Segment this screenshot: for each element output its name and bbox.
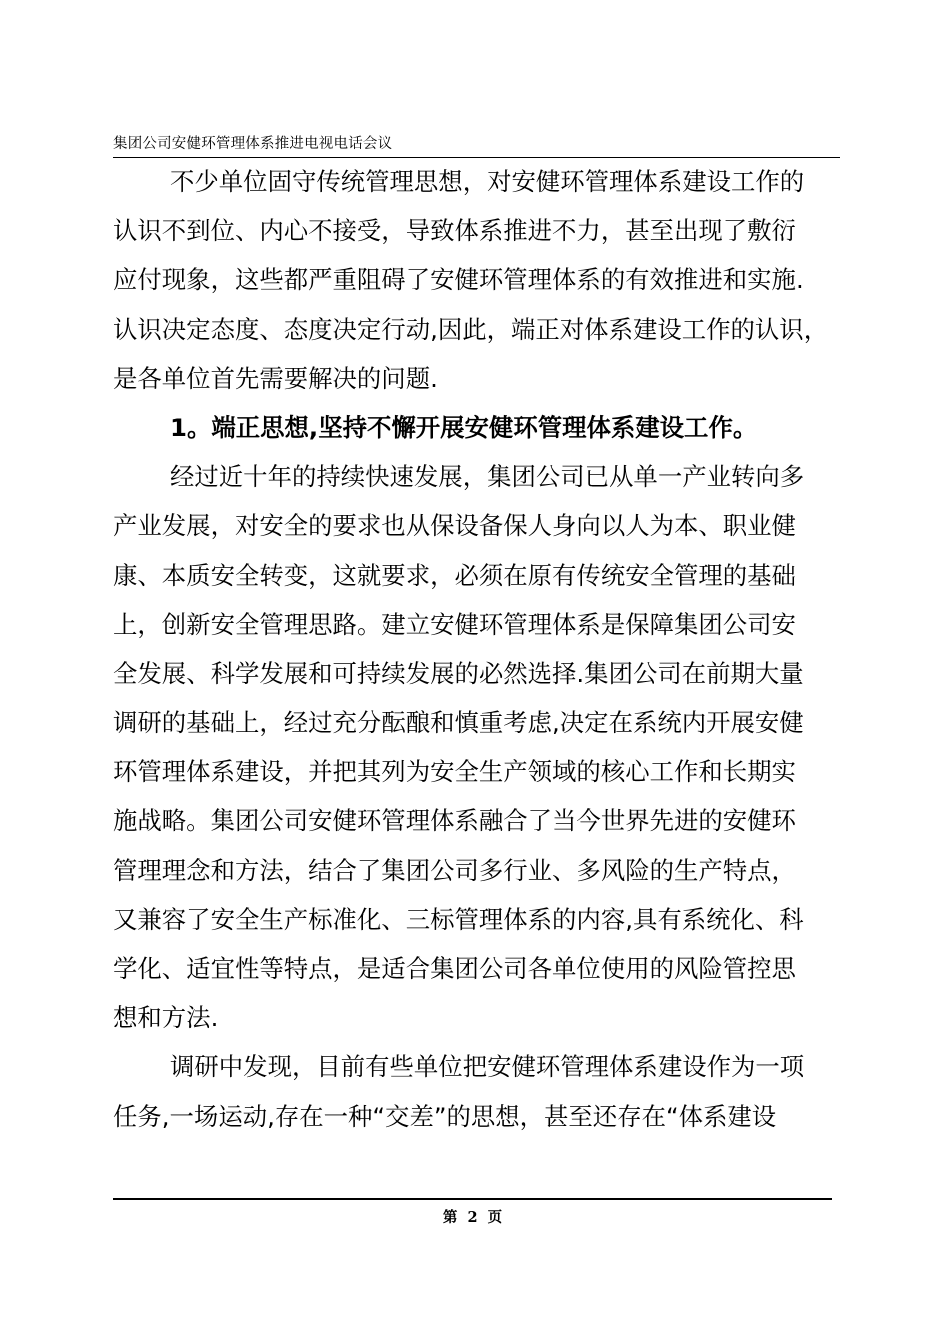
- paragraph-line: 环管理体系建设，并把其列为安全生产领域的核心工作和长期实: [113, 757, 796, 787]
- paragraph-line: 全发展、科学发展和可持续发展的必然选择.集团公司在前期大量: [113, 658, 804, 688]
- paragraph-line: 认识不到位、内心不接受，导致体系推进不力，甚至出现了敷衍: [113, 216, 796, 246]
- paragraph-line: 应付现象，这些都严重阻碍了安健环管理体系的有效推进和实施.: [113, 265, 804, 295]
- page-header: [113, 131, 840, 158]
- paragraph-line: 学化、适宜性等特点，是适合集团公司各单位使用的风险管控思: [113, 954, 796, 983]
- paragraph-line: 是各单位首先需要解决的问题.: [113, 363, 438, 393]
- paragraph-line: 认识决定态度、态度决定行动,因此，端正对体系建设工作的认识，: [113, 314, 829, 344]
- paragraph-line: 产业发展，对安全的要求也从保设备保人身向以人为本、职业健: [113, 511, 796, 541]
- paragraph-line: 康、本质安全转变，这就要求，必须在原有传统安全管理的基础: [113, 560, 796, 590]
- paragraph-line: 又兼容了安全生产标准化、三标管理体系的内容,具有系统化、科: [113, 904, 804, 934]
- footer-divider: [113, 1198, 832, 1200]
- paragraph-line: 调研中发现，目前有些单位把安健环管理体系建设作为一项: [170, 1052, 805, 1082]
- paragraph-line: 想和方法.: [113, 1003, 219, 1033]
- page-number: 第 2 页: [442, 1209, 503, 1226]
- paragraph-line: 不少单位固守传统管理思想，对安健环管理体系建设工作的: [170, 167, 805, 196]
- paragraph-line: 上，创新安全管理思路。建立安健环管理体系是保障集团公司安: [113, 609, 796, 639]
- header-title: 集团公司安健环管理体系推进电视电话会议: [113, 136, 393, 152]
- section-heading: 1。端正思想,坚持不懈开展安健环管理体系建设工作。: [170, 412, 758, 442]
- paragraph-line: 管理理念和方法，结合了集团公司多行业、多风险的生产特点，: [113, 855, 796, 885]
- document-body: [113, 157, 840, 1141]
- paragraph-line: 施战略。集团公司安健环管理体系融合了当今世界先进的安健环: [113, 806, 796, 836]
- paragraph-line: 任务,一场运动,存在一种“交差”的思想，甚至还存在“体系建设: [113, 1101, 777, 1131]
- paragraph-line: 经过近十年的持续快速发展，集团公司已从单一产业转向多: [170, 462, 805, 492]
- paragraph-line: 调研的基础上，经过充分酝酿和慎重考虑,决定在系统内开展安健: [113, 708, 804, 738]
